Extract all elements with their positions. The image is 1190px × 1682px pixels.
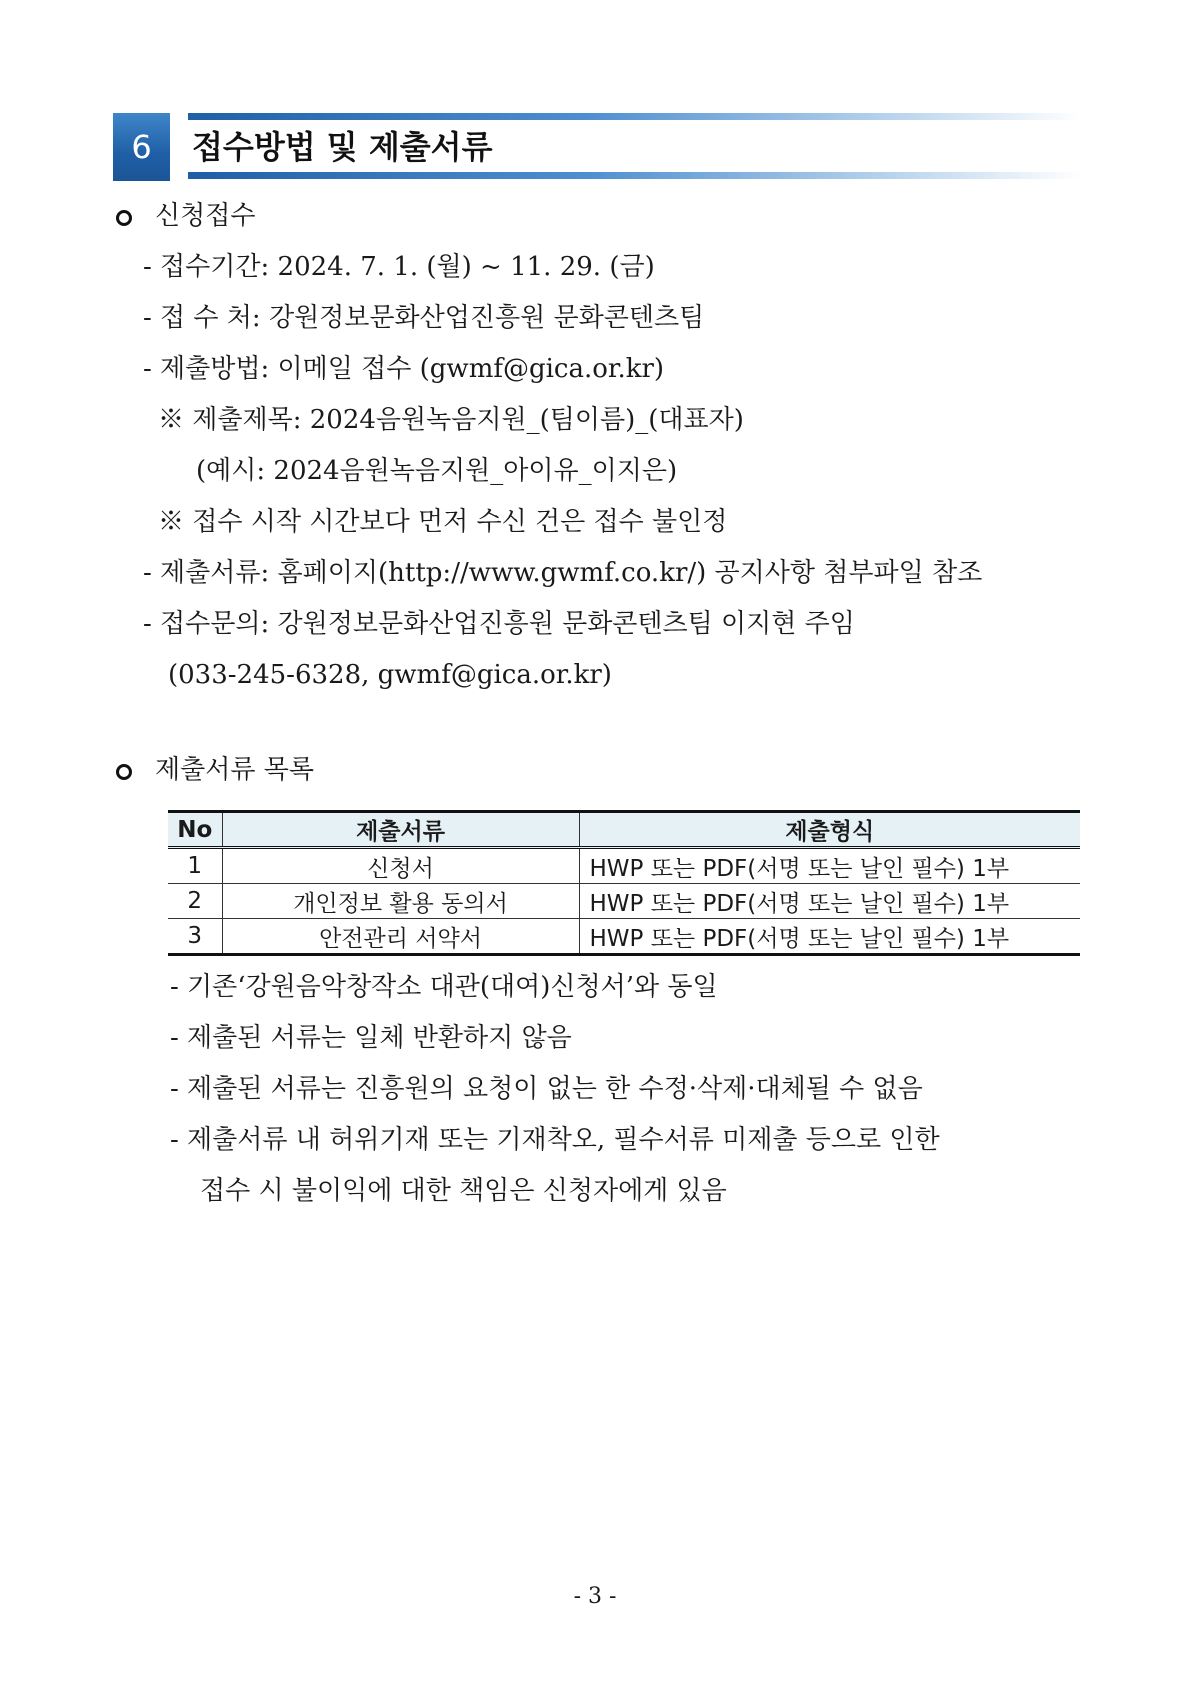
circle-bullet-icon: [116, 764, 132, 780]
table-row: [168, 848, 1080, 884]
doc-note-2: - 제출된 서류는 일체 반환하지 않음: [170, 1023, 572, 1053]
note-early: ※ 접수 시작 시간보다 먼저 수신 건은 접수 불인정: [158, 507, 728, 537]
row-no: 2: [168, 884, 222, 919]
table-row: [168, 919, 1080, 955]
row-document: 개인정보 활용 동의서: [222, 884, 579, 919]
note-subject: ※ 제출제목: 2024음원녹음지원_(팀이름)_(대표자): [158, 405, 744, 435]
column-header-format: 제출형식: [579, 812, 1080, 848]
section-number-badge: [113, 113, 170, 181]
section-title: 접수방법 및 제출서류: [192, 128, 493, 166]
row-no: 3: [168, 919, 222, 955]
doc-note-4-cont: 접수 시 불이익에 대한 책임은 신청자에게 있음: [200, 1176, 727, 1206]
row-format: HWP 또는 PDF(서명 또는 날인 필수) 1부: [579, 919, 1080, 955]
application-period: - 접수기간: 2024. 7. 1. (월) ~ 11. 29. (금): [143, 252, 655, 282]
row-no: 1: [168, 848, 222, 884]
application-documents: - 제출서류: 홈페이지(http://www.gwmf.co.kr/) 공지사항 첨부파일 참조: [143, 558, 983, 588]
note-example: (예시: 2024음원녹음지원_아이유_이지은): [196, 456, 678, 486]
page-number: - 3 -: [573, 1584, 617, 1609]
section-bottom-bar: [188, 172, 1081, 179]
row-format: HWP 또는 PDF(서명 또는 날인 필수) 1부: [579, 848, 1080, 884]
application-method: - 제출방법: 이메일 접수 (gwmf@gica.or.kr): [143, 354, 665, 384]
section-number: 6: [131, 128, 152, 166]
table-row: [168, 884, 1080, 919]
application-inquiry: - 접수문의: 강원정보문화산업진흥원 문화콘텐츠팀 이지현 주임: [143, 609, 855, 639]
application-heading: 신청접수: [155, 201, 256, 231]
row-document: 안전관리 서약서: [222, 919, 579, 955]
circle-bullet-icon: [116, 210, 132, 226]
doc-note-4: - 제출서류 내 허위기재 또는 기재착오, 필수서류 미제출 등으로 인한: [170, 1125, 940, 1155]
row-document: 신청서: [222, 848, 579, 884]
doc-note-1: - 기존‘강원음악창작소 대관(대여)신청서’와 동일: [170, 972, 718, 1002]
doc-list-heading: 제출서류 목록: [155, 755, 314, 785]
section-top-bar: [188, 113, 1081, 120]
doc-note-3: - 제출된 서류는 진흥원의 요청이 없는 한 수정·삭제·대체될 수 없음: [170, 1074, 923, 1104]
application-receiver: - 접 수 처: 강원정보문화산업진흥원 문화콘텐츠팀: [143, 303, 705, 333]
table-header-row: [168, 812, 1080, 848]
column-header-no: No: [168, 812, 222, 848]
row-format: HWP 또는 PDF(서명 또는 날인 필수) 1부: [579, 884, 1080, 919]
documents-table: [168, 810, 1080, 956]
column-header-document: 제출서류: [222, 812, 579, 848]
application-inquiry-contact: (033-245-6328, gwmf@gica.or.kr): [168, 660, 612, 690]
